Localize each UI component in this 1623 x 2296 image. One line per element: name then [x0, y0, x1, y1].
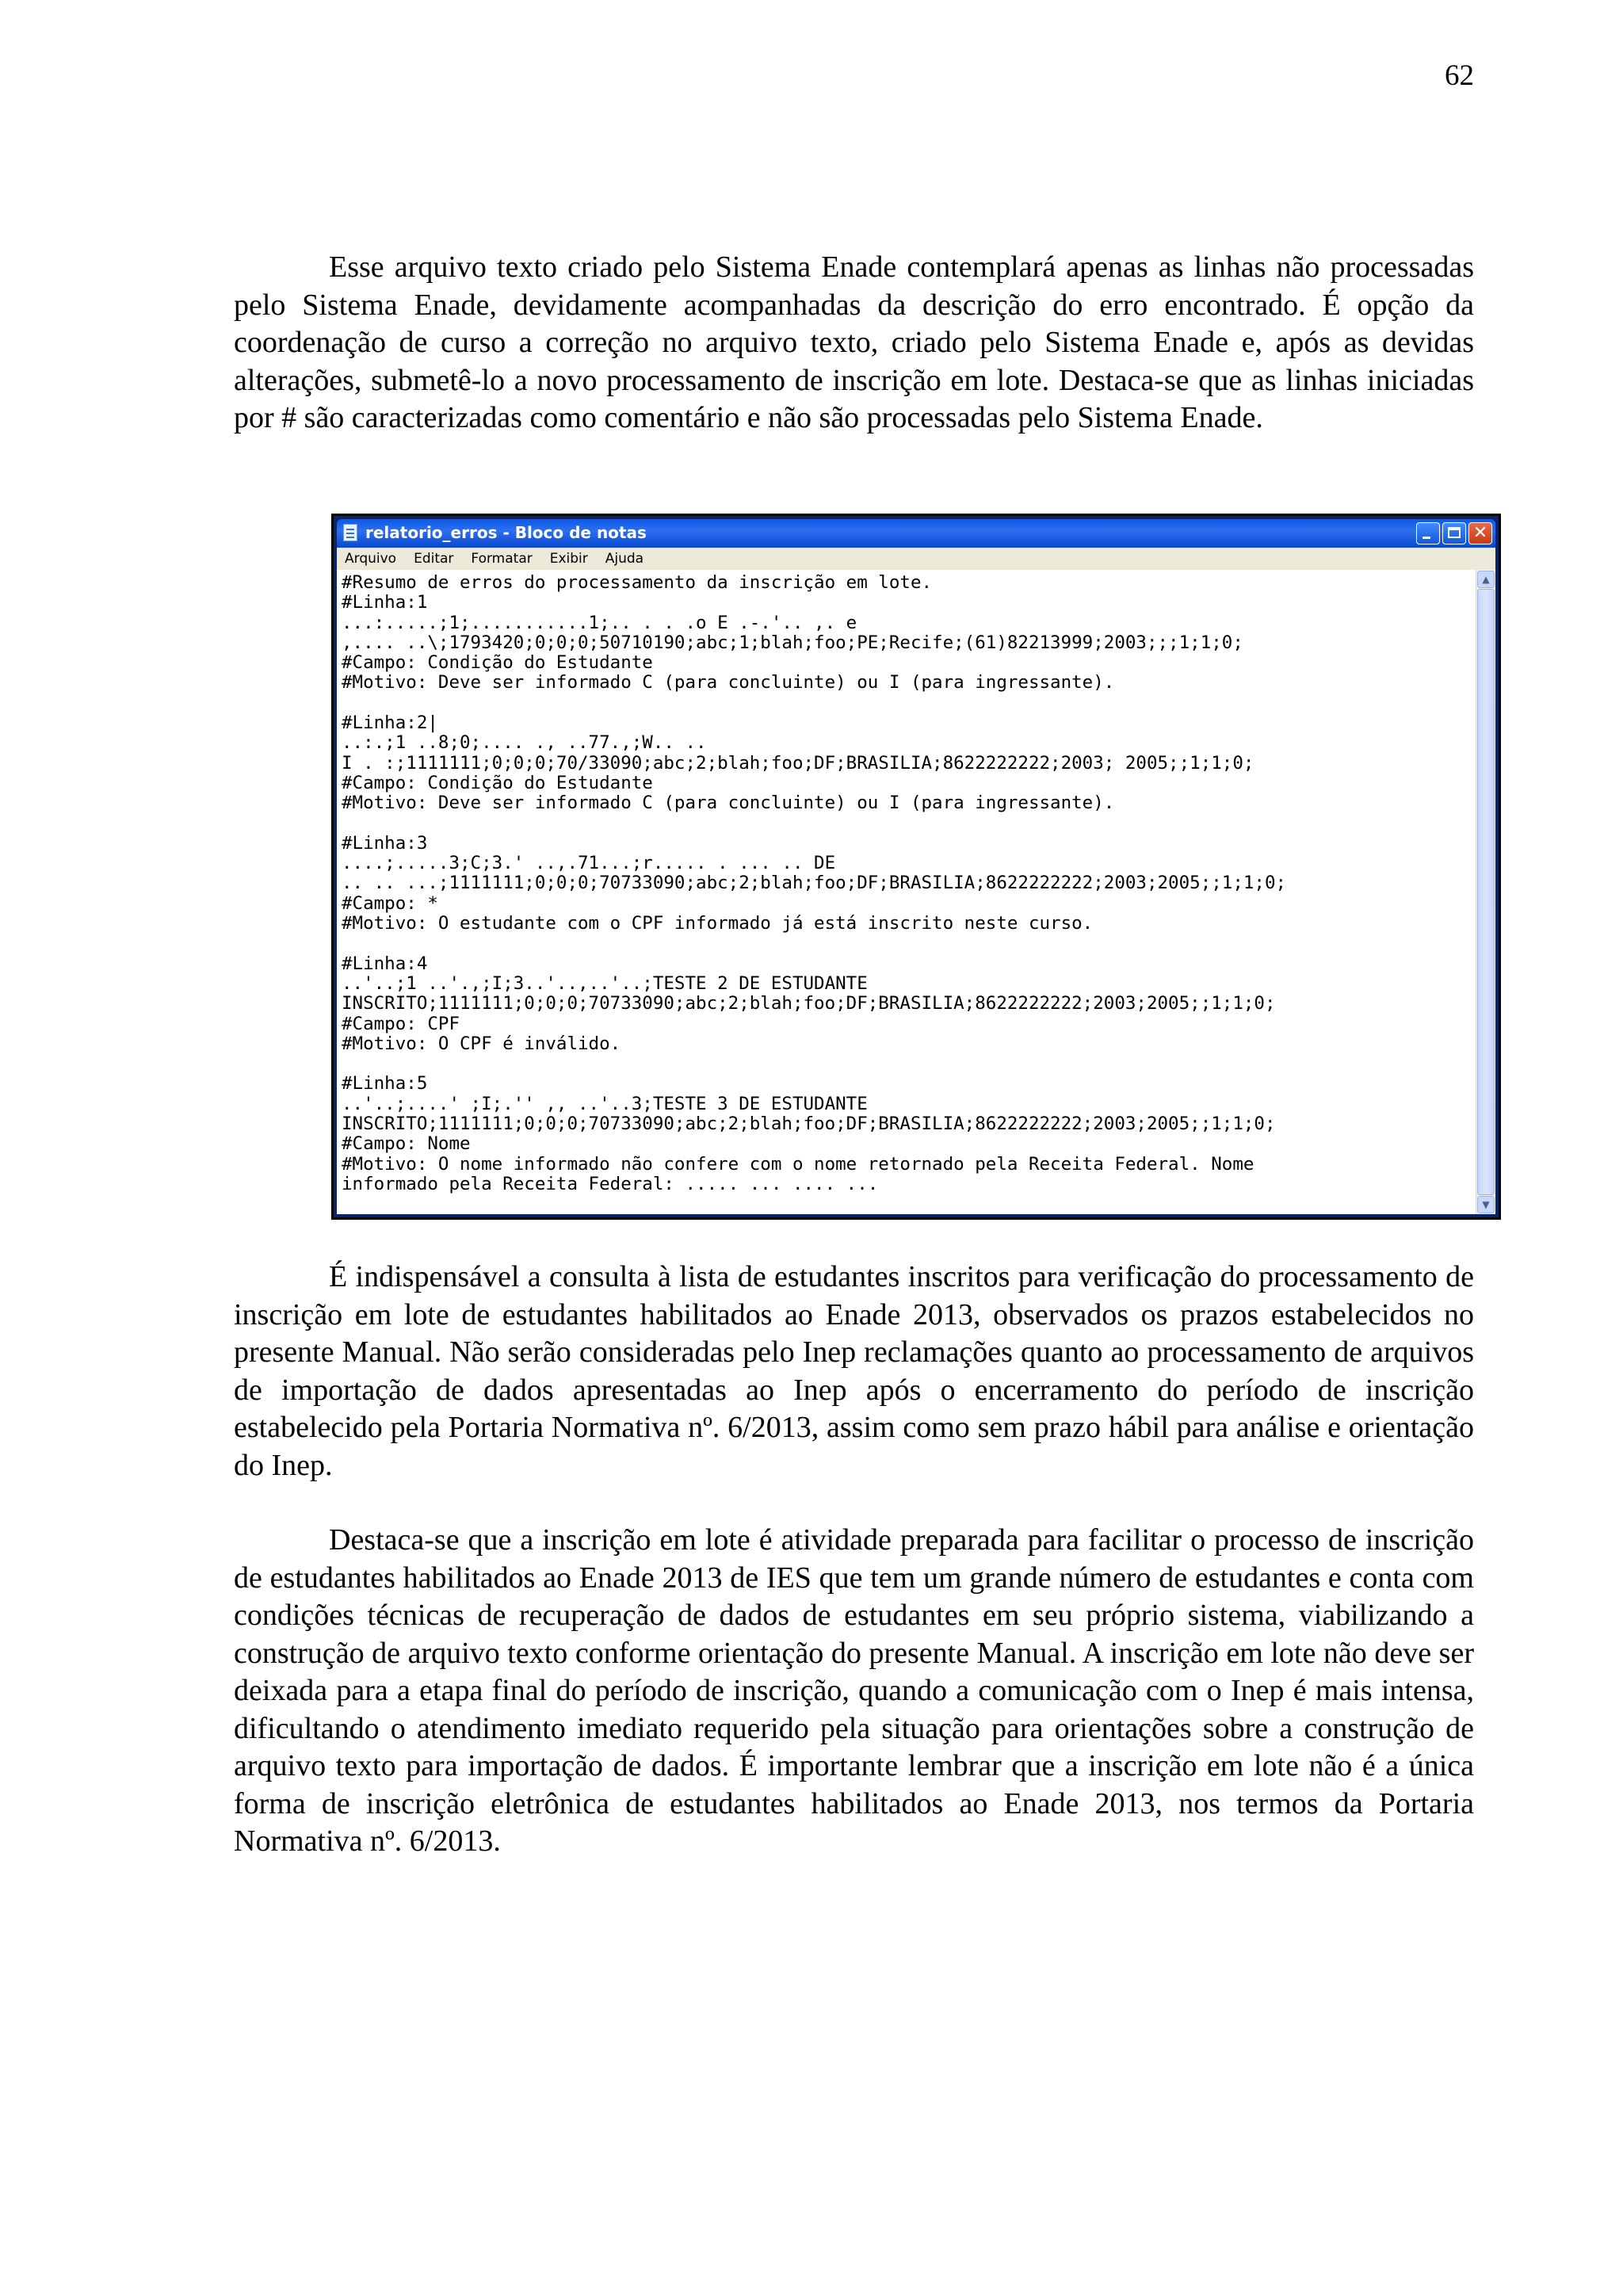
window-controls — [1416, 522, 1492, 544]
editor-line: #Motivo: O CPF é inválido. — [342, 1033, 621, 1054]
maximize-button[interactable] — [1442, 522, 1466, 544]
menu-item-editar[interactable]: Editar — [414, 551, 454, 567]
editor-line — [342, 693, 1475, 713]
editor-line: I . :;1111111;0;0;0;70/33090;abc;2;blah;foo;DF;BRASILIA;8622222222;2003; 2005;;1;1;0; — [342, 752, 1254, 774]
editor-line: .. .. ...;1111111;0;0;0;70733090;abc;2;blah;foo;DF;BRASILIA;8622222222;2003;2005;;1;1;0; — [342, 873, 1287, 894]
scroll-down-arrow-icon[interactable]: ▼ — [1477, 1196, 1495, 1213]
editor-line: #Linha:3 — [342, 832, 428, 854]
editor-line — [342, 814, 1475, 834]
vertical-scrollbar[interactable] — [1476, 570, 1495, 1214]
editor-line — [342, 1054, 1475, 1074]
minimize-button[interactable] — [1416, 522, 1440, 544]
editor-line: INSCRITO;1111111;0;0;0;70733090;abc;2;blah;foo;DF;BRASILIA;8622222222;2003;2005;;1;1;0; — [342, 1114, 1276, 1135]
menu-item-arquivo[interactable]: Arquivo — [345, 551, 397, 567]
editor-line: ..'..;....' ;I;.'' ,, ..'..3;TESTE 3 DE ESTUDANTE — [342, 1093, 868, 1114]
menu-item-ajuda[interactable]: Ajuda — [605, 551, 644, 567]
paragraph-destaca — [234, 1522, 1474, 1861]
menu-item-exibir[interactable]: Exibir — [549, 551, 588, 567]
editor-line: #Motivo: O nome informado não confere com o nome retornado pela Receita Federal. Nome — [342, 1153, 1254, 1175]
editor-line: #Motivo: O estudante com o CPF informado já está inscrito neste curso. — [342, 913, 1094, 934]
paragraph-intro — [234, 249, 1474, 437]
editor-line: informado pela Receita Federal: ..... ... .... ... — [342, 1173, 879, 1194]
editor-line: #Linha:5 — [342, 1073, 428, 1095]
scroll-up-arrow-icon[interactable]: ▲ — [1477, 571, 1495, 588]
editor-line: INSCRITO;1111111;0;0;0;70733090;abc;2;blah;foo;DF;BRASILIA;8622222222;2003;2005;;1;1;0; — [342, 993, 1276, 1014]
editor-line: #Motivo: Deve ser informado C (para concluinte) ou I (para ingressante). — [342, 672, 1115, 693]
editor-line: ,.... ..\;1793420;0;0;0;50710190;abc;1;blah;foo;PE;Recife;(61)82213999;2003;;;1;1;0; — [342, 632, 1243, 653]
notepad-icon — [343, 524, 357, 541]
editor-line — [342, 934, 1475, 953]
editor-line: #Linha:2| — [342, 712, 438, 734]
paragraph-destaca-text: Destaca-se que a inscrição em lote é atividade preparada para facilitar o processo de inscrição de estudantes habilitados ao Enade 2013 de IES que tem um grande número de estudantes e conta com condições técnicas de recuperação de dados de estudantes em seu próprio sistema, viabilizando a construção de arquivo texto conforme orientação do presente Manual. A inscrição em lote não deve ser deixada para a etapa final do período de inscrição, quando a comunicação com o Inep é mais intensa, dificultando o atendimento imediato requerido pela situação para orientações sobre a construção de arquivo texto para importação de dados. É importante lembrar que a inscrição em lote não é a única forma de inscrição eletrônica de estudantes habilitados ao Enade 2013, nos termos da Portaria Normativa nº. 6/2013. — [234, 1523, 1474, 1858]
paragraph-intro-text: Esse arquivo texto criado pelo Sistema Enade contemplará apenas as linhas não processadas pelo Sistema Enade, devidamente acompanhadas da descrição do erro encontrado. É opção da coordenação de curso a correção no arquivo texto, criado pelo Sistema Enade e, após as devidas alterações, submetê-lo a novo processamento de inscrição em lote. Destaca-se que as linhas iniciadas por # são caracterizadas como comentário e não são processadas pelo Sistema Enade. — [234, 250, 1474, 434]
scroll-thumb[interactable] — [1477, 589, 1495, 1195]
editor-text-area[interactable] — [342, 573, 1475, 1214]
editor-line: #Linha:1 — [342, 592, 428, 613]
editor-line: ..:.;1 ..8;0;.... ., ..77.,;W.. .. — [342, 732, 707, 754]
editor-line: ...:.....;1;...........1;.. . . .o E .-.'.. ,. e — [342, 612, 857, 633]
menu-bar — [337, 548, 1495, 570]
editor-line: #Campo: Condição do Estudante — [342, 652, 653, 674]
window-title: relatorio_erros - Bloco de notas — [365, 523, 647, 542]
close-button[interactable]: ✕ — [1468, 522, 1492, 544]
editor-line: #Linha:4 — [342, 953, 428, 974]
editor-line: ..'..;1 ..'.,;I;3..'..,..'..;TESTE 2 DE ESTUDANTE — [342, 972, 868, 994]
editor-line: #Campo: * — [342, 892, 438, 914]
notepad-window — [331, 514, 1501, 1220]
editor-line: #Campo: Condição do Estudante — [342, 772, 653, 793]
editor-line: #Campo: Nome — [342, 1133, 471, 1155]
paragraph-consulta-text: É indispensável a consulta à lista de estudantes inscritos para verificação do processamento de inscrição em lote de estudantes habilitados ao Enade 2013, observados os prazos estabelecidos no presente Manual. Não serão consideradas pelo Inep reclamações quanto ao processamento de arquivos de importação de dados apresentadas ao Inep após o encerramento do período de inscrição estabelecido pela Portaria Normativa nº. 6/2013, assim como sem prazo hábil para análise e orientação do Inep. — [234, 1260, 1474, 1482]
editor-line: #Resumo de erros do processamento da inscrição em lote. — [342, 573, 933, 593]
editor-line: ....;.....3;C;3.' ..,.71...;r..... . ... .. DE — [342, 853, 836, 874]
notepad-titlebar[interactable] — [337, 519, 1495, 548]
editor-line: #Campo: CPF — [342, 1013, 460, 1034]
menu-item-formatar[interactable]: Formatar — [471, 551, 533, 567]
text-editor[interactable] — [337, 570, 1495, 1214]
page-number: 62 — [1445, 59, 1474, 92]
paragraph-consulta — [234, 1259, 1474, 1484]
editor-line: #Motivo: Deve ser informado C (para concluinte) ou I (para ingressante). — [342, 793, 1115, 814]
